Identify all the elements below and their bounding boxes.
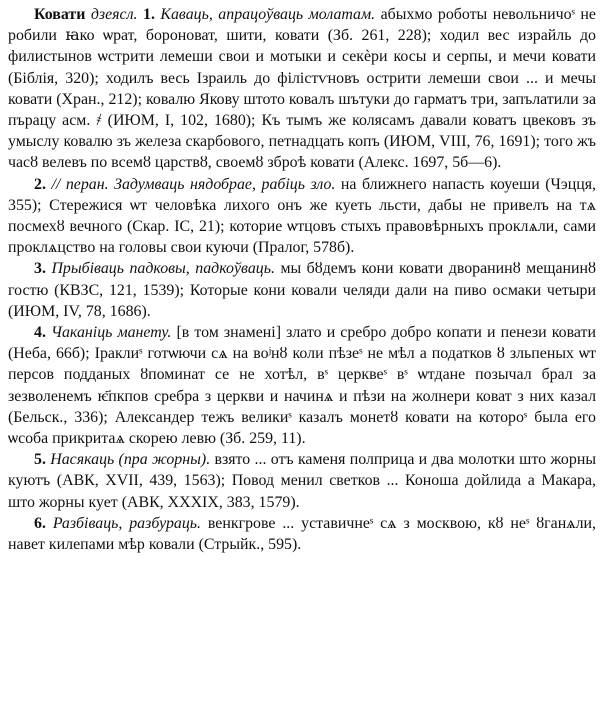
dictionary-entry xyxy=(8,4,596,555)
headword: Ковати xyxy=(34,6,86,23)
sense-2 xyxy=(8,174,596,259)
sense-3 xyxy=(8,258,596,322)
sense-citations: на ближнего напасть коуеши (Чэцця, 355); Стережися ѡт человѣка лихого онъ же куеть льсти, дабы не привелъ на тѧ посмехȣ вечного (Скар. IC, 21); которие ѡтцовъ стыхъ правовѣрныхъ проклѧли, сами проклѧцство на головы свои куючи (Пралог, 578б). xyxy=(8,175,596,257)
sense-1 xyxy=(8,4,596,174)
sense-citations: [в том знамені] злато и сребро добро копати и пенези ковати (Неба, 66б); Іраклиˢ готѡючи сѧ на воʲнȣ коли пѣзеˢ не мѣл а податков ȣ зльпеных ѡт персов подданых ȣпоминат се не хотѣл, вˢ церквеˢ вˢ ѡтдане позычал брал за зезволенемъ ѥ҃пкпов сребра з церкви и начинѧ и пѣзи на жолнери коват з них казал (Бельск., 336); Александер тежъ великиˢ казалъ монетȣ ковати на котороˢ была его ѡсоба прикритаѧ скорею левю (Зб. 259, 11). xyxy=(8,324,596,448)
sense-gloss: Каваць, апрацоўваць молатам. xyxy=(160,6,376,23)
sense-citations: мы бȣдемъ кони ковати дворанинȣ мещанинȣ гостю (КВЗС, 121, 1539); Которые кони ковали челяди дали на пиво осмаки четыри (ИЮМ, IV, 78, 1686). xyxy=(8,260,596,320)
sense-5 xyxy=(8,449,596,513)
sense-gloss: Чаканіць манету. xyxy=(51,324,172,342)
sense-number: 4. xyxy=(34,324,46,342)
sense-number: 6. xyxy=(34,514,46,532)
sense-citations: взято ... отъ каменя полприца и два молотки што жорны куютъ (АВК, XVII, 439, 1563); Повод менил светков ... Коноша дойлида а Макара, што жорны кует (АВК, XXXIX, 383, 1579). xyxy=(8,451,597,511)
sense-number: 1. xyxy=(143,6,155,23)
sense-number: 2. xyxy=(34,175,46,193)
sense-gloss: // перан. Задумваць нядобрае, рабіць зло. xyxy=(51,175,336,193)
sense-gloss: Разбіваць, разбураць. xyxy=(52,514,201,532)
sense-gloss: Насякаць (пра жорны). xyxy=(50,451,211,469)
sense-citations: венкгрове ... уставичнеˢ сѧ з москвою, кȣ неˢ ȣганѧли, навет килепами мѣр ковали (Стрыйк., 595). xyxy=(8,514,597,554)
sense-citations: абыхмо роботы невольничоˢ не робили ꙗко ѡрат, бороноват, шити, ковати (Зб. 261, 228); ходил вес израйль до филистынов ѡстрити лемеши свои и мотыки и секѐри косы и серпы, и мечи ковати (Біблія, 320); ходилъ весь Ізраиль до філістѵновъ острити лемеши свои ... и мечы ковати (Хран., 212); ковалю Якову штото ковалъ шътуки до гарматъ три, запълатили за пърацу асм. ҂ (ИЮМ, I, 102, 1680); Къ тымъ же колясамъ давали коватъ цвековъ зъ умыслу ковалю зъ железа скарбового, петнадцать копъ (ИЮМ, VIII, 76, 1691); того жъ часȣ велевъ по всемȣ царствȣ, своемȣ зброѣ ковати (Алекс. 1697, 5б—6). xyxy=(8,6,596,172)
sense-4 xyxy=(8,322,596,449)
part-of-speech: дзеясл. xyxy=(90,6,138,23)
sense-number: 5. xyxy=(34,451,46,469)
sense-number: 3. xyxy=(34,260,46,278)
sense-gloss: Прыбіваць падковы, падкоўваць. xyxy=(51,260,275,278)
sense-6 xyxy=(8,513,596,555)
